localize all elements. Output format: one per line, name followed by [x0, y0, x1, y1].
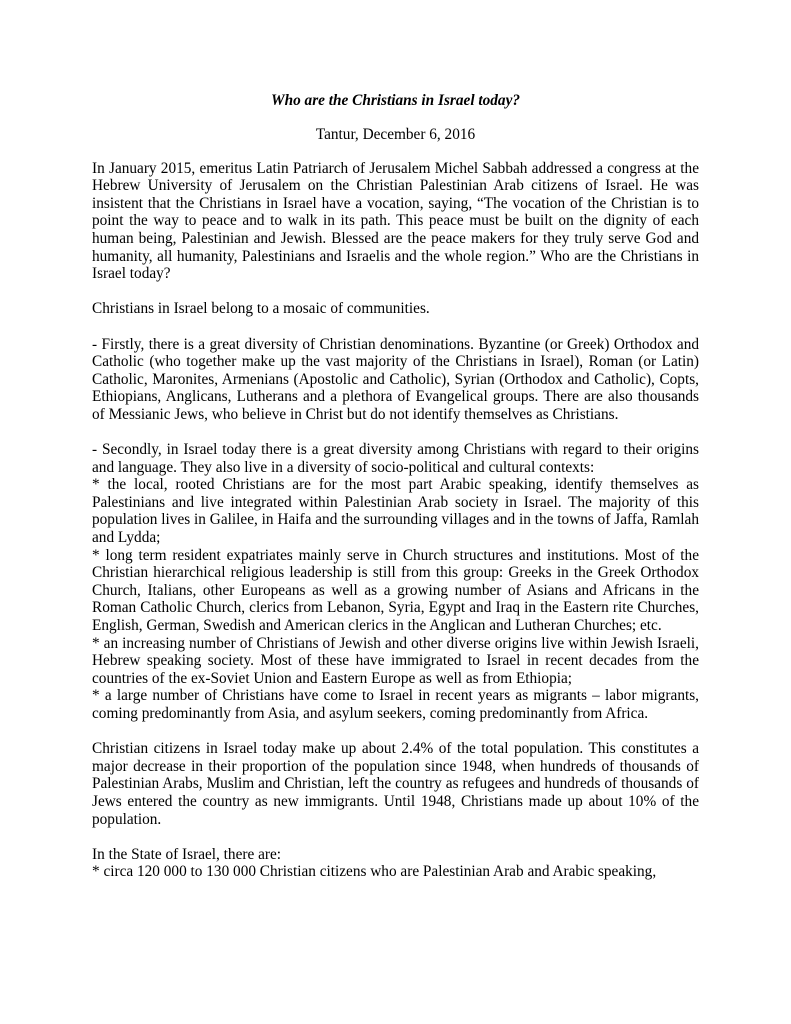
dateline: Tantur, December 6, 2016	[315, 126, 476, 143]
list-item-migrants: * a large number of Christians have come to Israel in recent years as migrants – labor migrants, coming predominantly from Asia, and asylum seekers, coming predominantly from Africa.	[92, 687, 699, 722]
paragraph-intro: In January 2015, emeritus Latin Patriarch of Jerusalem Michel Sabbah addressed a congress at the Hebrew University of Jerusalem on the Christian Palestinian Arab citizens of Israel. He was insistent that the Christians in Israel have a vocation, saying, “The vocation of the Christian is to point the way to peace and to walk in its path. This peace must be built on the dignity of each human being, Palestinian and Jewish. Blessed are the peace makers for they truly serve God and humanity, all humanity, Palestinians and Israelis and the whole region.” Who are the Christians in Israel today?	[92, 159, 699, 283]
document-title: Who are the Christians in Israel today?	[270, 92, 521, 109]
paragraph-mosaic: Christians in Israel belong to a mosaic of communities.	[92, 300, 430, 318]
list-item-local-christians: * the local, rooted Christians are for the most part Arabic speaking, identify themselves as Palestinians and live integrated within Palestinian Arab society in Israel. The majority of this population lives in Galilee, in Haifa and the surrounding villages and in the towns of Jaffa, Ramlah and Lydda;	[92, 476, 699, 547]
paragraph-state-of-israel: In the State of Israel, there are:	[92, 845, 281, 863]
list-item-citizens: * circa 120 000 to 130 000 Christian citizens who are Palestinian Arab and Arabic speaking,	[92, 863, 657, 881]
paragraph-population: Christian citizens in Israel today make up about 2.4% of the total population. This constitutes a major decrease in their proportion of the population since 1948, when hundreds of thousands of Palestinian Arabs, Muslim and Christian, left the country as refugees and hundreds of thousands of Jews entered the country as new immigrants. Until 1948, Christians made up about 10% of the population.	[92, 740, 699, 828]
list-item-expatriates: * long term resident expatriates mainly serve in Church structures and institutions. Most of the Christian hierarchical religious leadership is still from this group: Greeks in the Greek Orthodox Church, Italians, other Europeans as well as a growing number of Asians and Africans in the Roman Catholic Church, clerics from Lebanon, Syria, Egypt and Iraq in the Eastern rite Churches, English, German, Swedish and American clerics in the Anglican and Lutheran Churches; etc.	[92, 546, 699, 635]
paragraph-denominations: - Firstly, there is a great diversity of Christian denominations. Byzantine (or Greek) Orthodox and Catholic (who together make up the vast majority of the Christians in Israel), Roman (or Latin) Catholic, Maronites, Armenians (Apostolic and Catholic), Syrian (Orthodox and Catholic), Copts, Ethiopians, Anglicans, Lutherans and a plethora of Evangelical groups. There are also thousands of Messianic Jews, who believe in Christ but do not identify themselves as Christians.	[92, 335, 699, 423]
list-item-jewish-origins: * an increasing number of Christians of Jewish and other diverse origins live within Jewish Israeli, Hebrew speaking society. Most of these have immigrated to Israel in recent decades from the countries of the ex-Soviet Union and Eastern Europe as well as from Ethiopia;	[92, 634, 699, 687]
document-page	[92, 92, 699, 881]
paragraph-diversity: - Secondly, in Israel today there is a great diversity among Christians with regard to their origins and language. They also live in a diversity of socio-political and cultural contexts:	[92, 441, 699, 476]
